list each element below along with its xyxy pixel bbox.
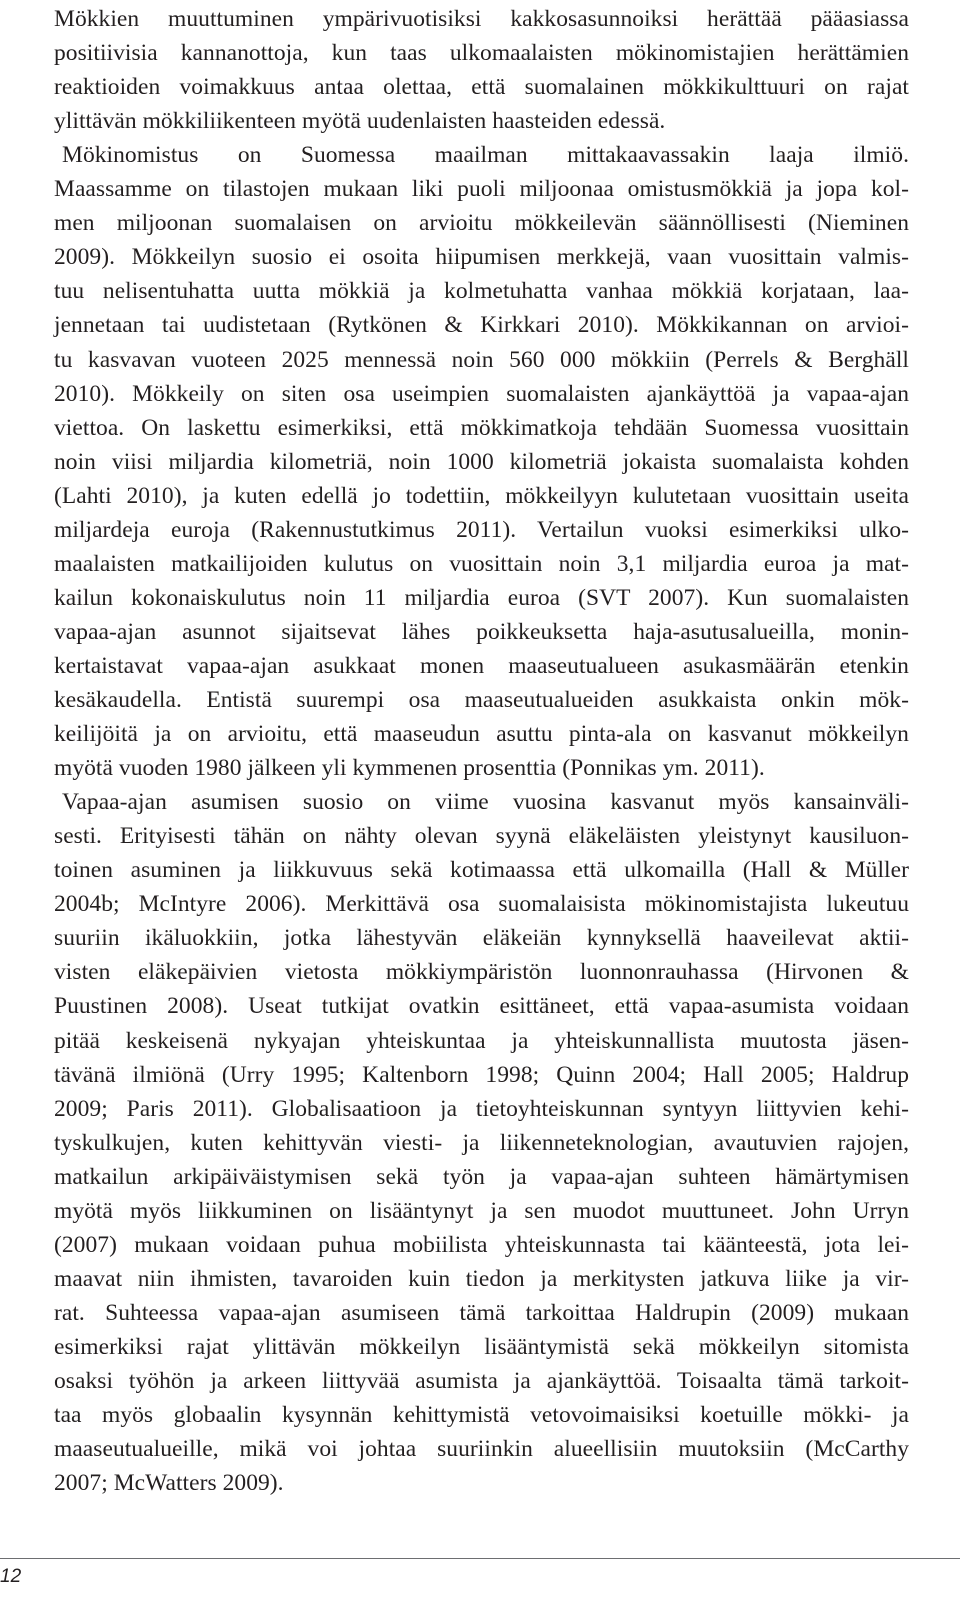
text-line: Mökkien muuttuminen ympärivuotisiksi kakkosasunnoiksi herättää pääasiassa [54,6,909,32]
footer-divider [0,1558,960,1559]
page-number: 12 [0,1566,22,1587]
text-line: kesäkaudella. Entistä suurempi osa maaseutualueiden asukkaista onkin mök- [54,687,909,713]
text-line: tyskulkujen, kuten kehittyvän viesti- ja liikenneteknologian, avautuvien rajojen, [54,1129,909,1156]
text-line: sesti. Erityisesti tähän on nähty olevan syynä eläkeläisten yleistynyt kausiluon- [54,823,909,850]
text-line: suuriin ikäluokkiin, jotka lähestyvän eläkeiän kynnyksellä haaveilevat aktii- [54,925,909,952]
text-line: maalaisten matkailijoiden kulutus on vuosittain noin 3,1 miljardia euroa ja mat- [54,550,909,577]
text-line: toinen asuminen ja liikkuvuus sekä kotimaassa että ulkomailla (Hall & Müller [54,857,909,884]
text-line: jennetaan tai uudistetaan (Rytkönen & Kirkkari 2010). Mökkikannan on arvioi- [54,312,909,339]
text-line: 2007; McWatters 2009). [54,1470,284,1497]
text-line: rat. Suhteessa vapaa-ajan asumiseen tämä tarkoittaa Haldrupin (2009) mukaan [54,1299,909,1326]
text-line: pitää keskeisenä nykyajan yhteiskuntaa ja yhteiskunnallista muutosta jäsen- [54,1027,909,1054]
text-line: vapaa-ajan asunnot sijaitsevat lähes poikkeuksetta haja-asutusalueilla, monin- [54,618,909,645]
text-line: Maassamme on tilastojen mukaan liki puoli miljoonaa omistusmökkiä ja jopa kol- [54,176,909,203]
text-line: tuu nelisentuhatta uutta mökkiä ja kolmetuhatta vanhaa mökkiä korjataan, laa- [54,278,909,305]
text-line: ylittävän mökkiliikenteen myötä uudenlaisten haasteiden edessä. [54,108,666,135]
text-line: kertaistavat vapaa-ajan asukkaat monen maaseutualueen asukasmäärän etenkin [54,652,909,679]
text-line: 2009). Mökkeilyn suosio ei osoita hiipumisen merkkejä, vaan vuosittain valmis- [54,244,909,271]
text-line: visten eläkepäivien vietosta mökkiympäristön luonnonrauhassa (Hirvonen & [54,959,909,986]
text-line: noin viisi miljardia kilometriä, noin 1000 kilometriä jokaista suomalaista kohden [54,448,909,475]
text-line: miljardeja euroja (Rakennustutkimus 2011). Vertailun vuoksi esimerkiksi ulko- [54,516,909,543]
text-line: taa myös globaalin kysynnän kehittymistä vetovoimaisiksi koetuille mökki- ja [54,1402,909,1429]
text-line: maaseutualueille, mikä voi johtaa suuriinkin alueellisiin muutoksiin (McCarthy [54,1436,909,1463]
text-line: (2007) mukaan voidaan puhua mobiilista yhteiskunnasta tai käänteestä, jota lei- [54,1231,909,1258]
text-line: 2010). Mökkeily on siten osa useimpien suomalaisten ajankäyttöä ja vapaa-ajan [54,380,909,407]
text-line: kailun kokonaiskulutus noin 11 miljardia euroa (SVT 2007). Kun suomalaisten [54,584,909,611]
text-line: positiivisia kannanottoja, kun taas ulkomaalaisten mökinomistajien herättämien [54,40,909,67]
text-line: esimerkiksi rajat ylittävän mökkeilyn lisääntymistä sekä mökkeilyn sitomista [54,1333,909,1360]
text-line: Puustinen 2008). Useat tutkijat ovatkin esittäneet, että vapaa-asumista voidaan [54,993,909,1020]
text-line: tu kasvavan vuoteen 2025 mennessä noin 560 000 mökkiin (Perrels & Berghäll [54,346,909,373]
text-line: Mökinomistus on Suomessa maailman mittakaavassakin laaja ilmiö. [62,142,909,169]
text-line: Vapaa-ajan asumisen suosio on viime vuosina kasvanut myös kansainväli- [62,789,909,816]
text-line: tävänä ilmiönä (Urry 1995; Kaltenborn 1998; Quinn 2004; Hall 2005; Haldrup [54,1061,909,1088]
text-line: myötä myös liikkuminen on lisääntynyt ja sen muodot muuttuneet. John Urryn [54,1197,909,1224]
text-line: osaksi työhön ja arkeen liittyvää asumista ja ajankäyttöä. Toisaalta tämä tarkoit- [54,1368,909,1394]
text-line: matkailun arkipäiväistymisen sekä työn ja vapaa-ajan suhteen hämärtymisen [54,1163,909,1190]
text-line: maavat niin ihmisten, tavaroiden kuin tiedon ja merkitysten jatkuva liike ja vir- [54,1265,909,1292]
text-line: reaktioiden voimakkuus antaa olettaa, että suomalainen mökkikulttuuri on rajat [54,74,909,101]
text-line: (Lahti 2010), ja kuten edellä jo todettiin, mökkeilyyn kulutetaan vuosittain useita [54,482,909,509]
text-line: 2009; Paris 2011). Globalisaatioon ja tietoyhteiskunnan syntyyn liittyvien kehi- [54,1095,909,1122]
text-line: men miljoonan suomalaisen on arvioitu mökkeilevän säännöllisesti (Nieminen [54,210,909,237]
text-line: 2004b; McIntyre 2006). Merkittävä osa suomalaisista mökinomistajista lukeutuu [54,891,909,918]
text-line: viettoa. On laskettu esimerkiksi, että mökkimatkoja tehdään Suomessa vuosittain [54,414,909,441]
text-line: keilijöitä ja on arvioitu, että maaseudun asuttu pinta-ala on kasvanut mökkeilyn [54,721,909,748]
text-line: myötä vuoden 1980 jälkeen yli kymmenen prosenttia (Ponnikas ym. 2011). [54,755,765,782]
